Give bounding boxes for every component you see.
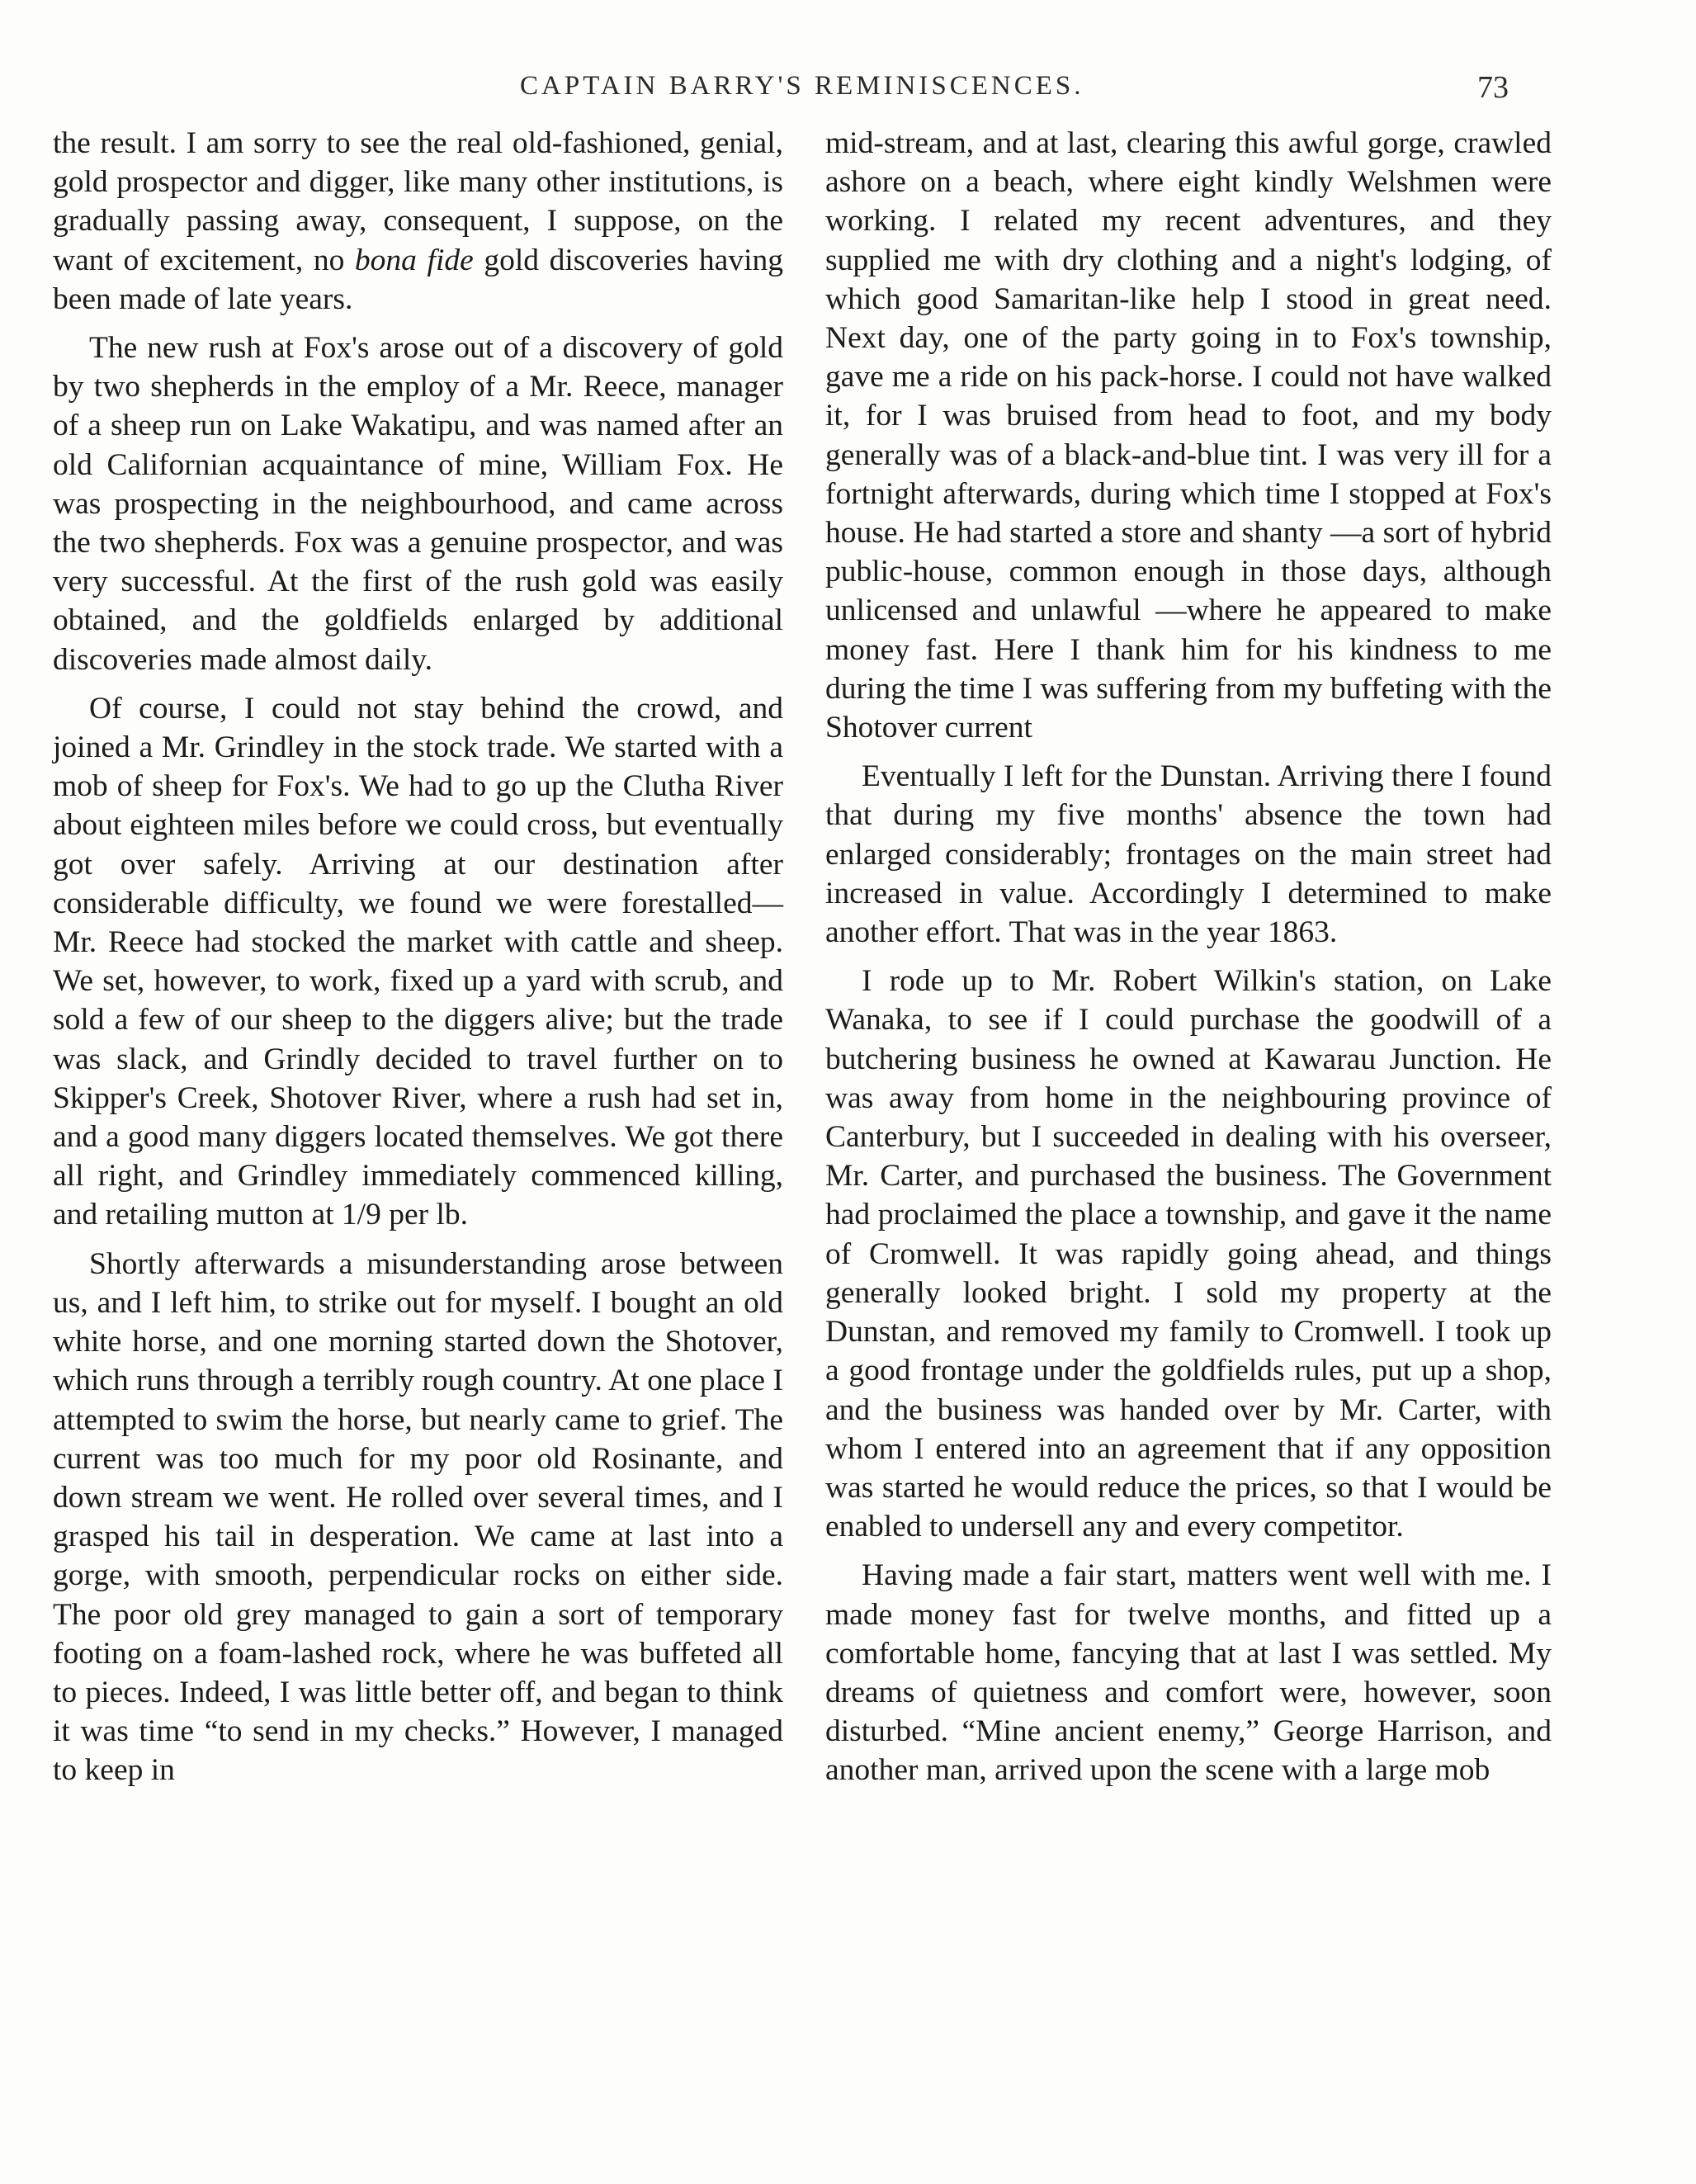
paragraph-continuation: mid-stream, and at last, clearing this awful gorge, crawled ashore on a beach, where eight kindly Welshmen were working. I related my recent adventures, and they supplied me with dry clothing and a night's lodging, of which good Samaritan-like help I stood in great need. Next day, one of the party going in to Fox's township, gave me a ride on his pack-horse. I could not have walked it, for I was bruised from head to foot, and my body generally was of a black-and-blue tint. I was very ill for a fortnight afterwards, during which time I stopped at Fox's house. He had started a store and shanty —a sort of hybrid public-house, common enough in those days, although unlicensed and unlawful —where he appeared to make money fast. Here I thank him for his kindness to me during the time I was suffering from my buffeting with the Shotover current: [825, 126, 1552, 745]
paragraph: Having made a fair start, matters went well with me. I made money fast for twelve months, and fitted up a comfortable home, fancying that at last I was settled. My dreams of quietness and comfort were, however, soon disturbed. “Mine ancient enemy,” George Harrison, and another man, arrived upon the scene with a large mob: [825, 1558, 1552, 1788]
paragraph: Eventually I left for the Dunstan. Arriving there I found that during my five months' absence the town had enlarged considerably; frontages on the main street had increased in value. Accordingly I determined to make another effort. That was in the year 1863.: [825, 759, 1552, 950]
right-column: [825, 124, 1552, 1790]
running-head: [0, 71, 1696, 112]
italic-phrase: bona fide: [354, 243, 474, 277]
paragraph-continuation: [53, 124, 783, 319]
paragraph-text: the result. I am sorry to see the real old-fashioned, genial, gold prospector and digger, like many other institutions, is gradually passing away, consequent, I suppose, on the want of excitement, no: [53, 126, 783, 277]
paragraph: Of course, I could not stay behind the crowd, and joined a Mr. Grindley in the stock trade. We started with a mob of sheep for Fox's. We had to go up the Clutha River about eighteen miles before we could cross, but eventually got over safely. Arriving at our destination after considerable difficulty, we found we were forestalled—Mr. Reece had stocked the market with cattle and sheep. We set, however, to work, fixed up a yard with scrub, and sold a few of our sheep to the diggers alive; but the trade was slack, and Grindly decided to travel further on to Skipper's Creek, Shotover River, where a rush had set in, and a good many diggers located themselves. We got there all right, and Grindley immediately commenced killing, and retailing mutton at 1/9 per lb.: [53, 691, 783, 1232]
paragraph: I rode up to Mr. Robert Wilkin's station, on Lake Wanaka, to see if I could purchase the goodwill of a butchering business he owned at Kawarau Junction. He was away from home in the neighbouring province of Canterbury, but I succeeded in dealing with his overseer, Mr. Carter, and purchased the business. The Government had proclaimed the place a township, and gave it the name of Cromwell. It was rapidly going ahead, and things generally looked bright. I sold my property at the Dunstan, and removed my family to Cromwell. I took up a good frontage under the goldfields rules, put up a shop, and the business was handed over by Mr. Carter, with whom I entered into an agreement that if any opposition was started he would reduce the prices, so that I would be enabled to undersell any and every competitor.: [825, 964, 1552, 1544]
paragraph: Shortly afterwards a misunderstanding arose between us, and I left him, to strike out for myself. I bought an old white horse, and one morning started down the Shotover, which runs through a terribly rough country. At one place I attempted to swim the horse, but nearly came to grief. The current was too much for my poor old Rosinante, and down stream we went. He rolled over several times, and I grasped his tail in desperation. We came at last into a gorge, with smooth, perpendicular rocks on either side. The poor old grey managed to gain a sort of temporary footing on a foam-lashed rock, where he was buffeted all to pieces. Indeed, I was little better off, and began to think it was time “to send in my checks.” However, I managed to keep in: [53, 1246, 783, 1788]
left-column: [53, 124, 783, 1790]
paragraph: The new rush at Fox's arose out of a discovery of gold by two shepherds in the employ of a Mr. Reece, manager of a sheep run on Lake Wakatipu, and was named after an old Californian acquaintance of mine, William Fox. He was prospecting in the neighbourhood, and came across the two shepherds. Fox was a genuine prospector, and was very successful. At the first of the rush gold was easily obtained, and the goldfields enlarged by additional discoveries made almost daily.: [53, 331, 783, 677]
paragraph-text: gold discoveries having been made of late years.: [53, 243, 783, 316]
running-title: CAPTAIN BARRY'S REMINISCENCES.: [520, 71, 1084, 101]
page-number: 73: [1477, 70, 1509, 105]
